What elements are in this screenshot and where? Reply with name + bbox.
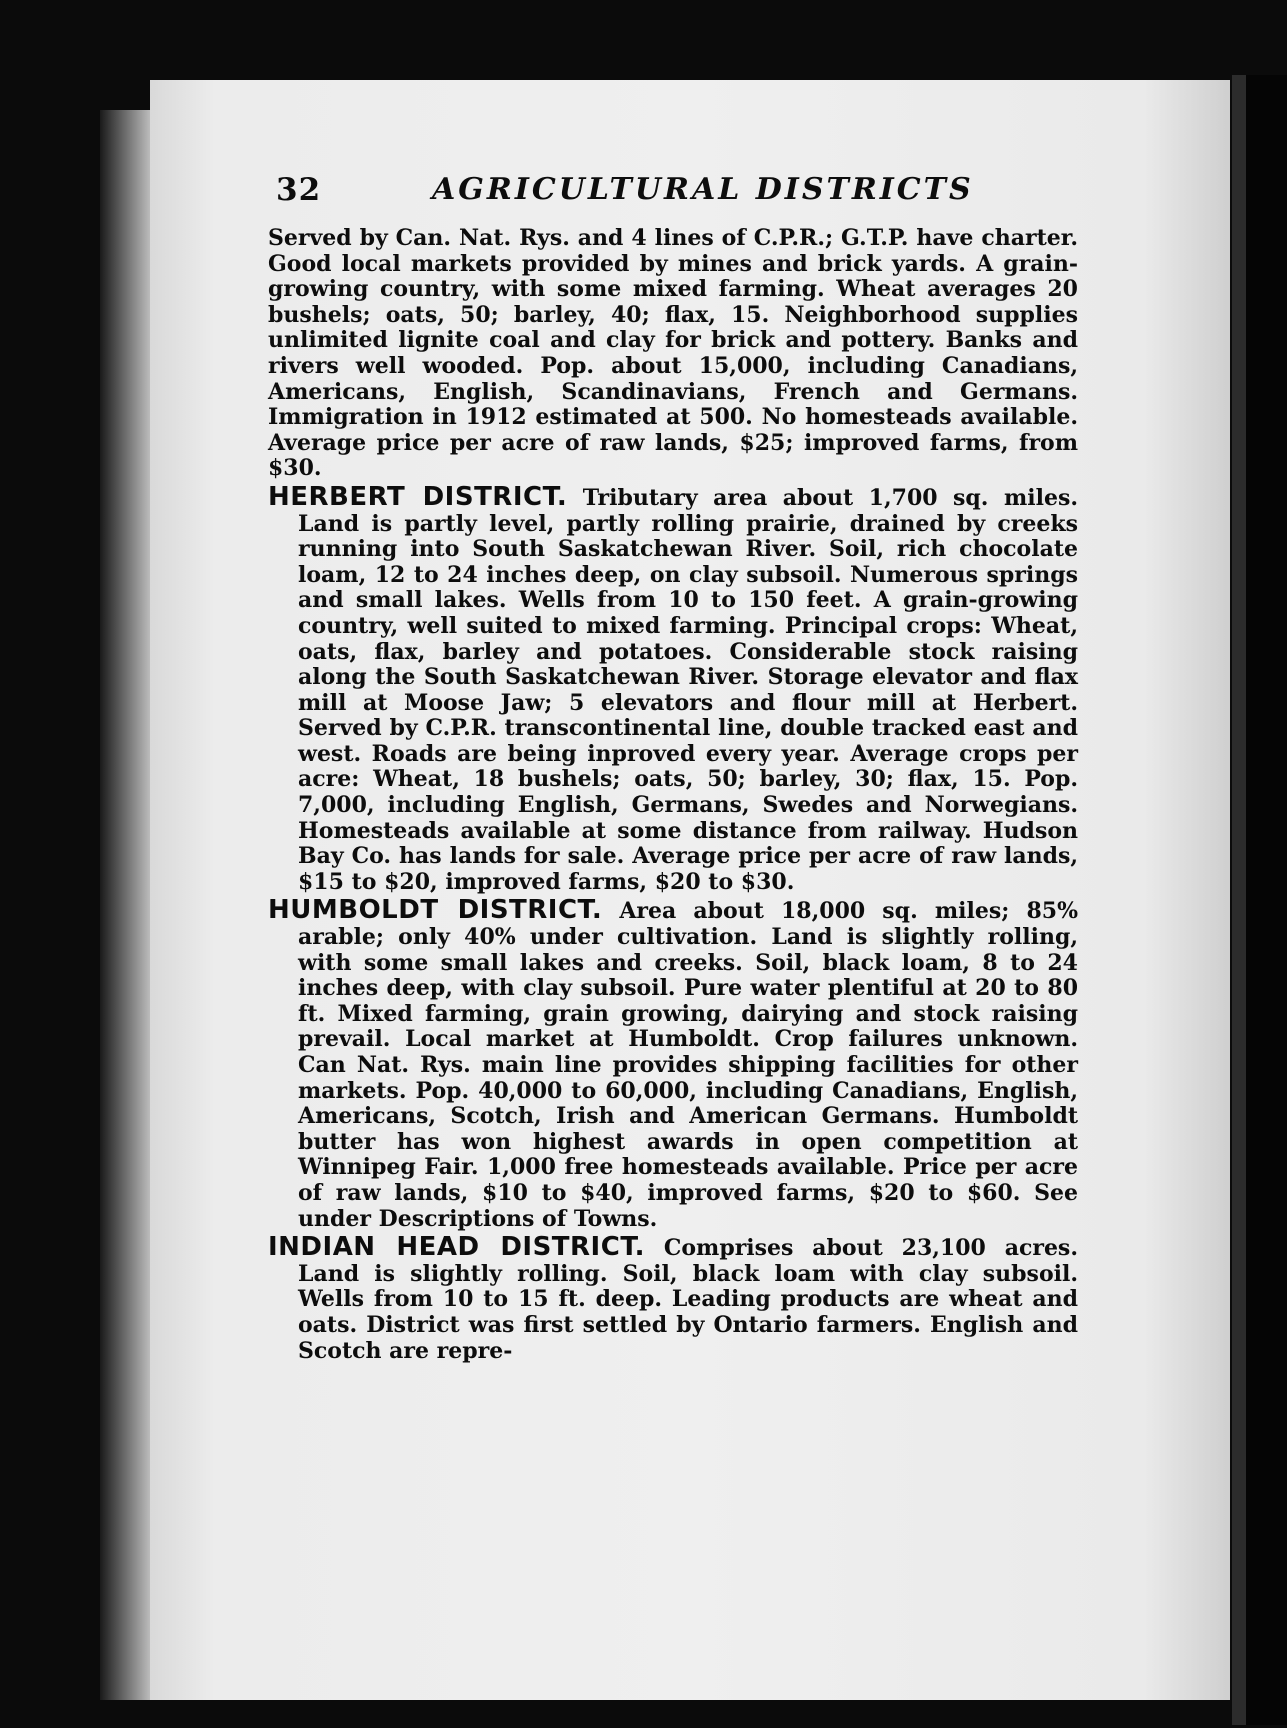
district-heading: HERBERT DISTRICT.	[268, 481, 568, 512]
page-number: 32	[276, 172, 322, 208]
district-entry-herbert	[268, 481, 1078, 896]
page-header	[276, 172, 996, 212]
district-heading: HUMBOLDT DISTRICT.	[268, 895, 603, 926]
paragraph-text: Area about 18,000 sq. miles; 85% arable; only 40% under cultivation. Land is slightly rolling, with some small lakes and creeks. Soil, black loam, 8 to 24 inches deep, with clay subsoil. Pure water plentiful at 20 to 80 ft. Mixed farming, grain growing, dairying and stock raising prevail. Local market at Humboldt. Crop failures unknown. Can Nat. Rys. main line provides shipping facilities for other markets. Pop. 40,000 to 60,000, including Canadians, English, Americans, Scotch, Irish and American Germans. Humboldt butter has won highest awards in open competition at Winnipeg Fair. 1,000 free homesteads available. Price per acre of raw lands, $10 to $40, improved farms, $20 to $60. See under Descriptions of Towns.	[298, 898, 1078, 1232]
continued-paragraph	[268, 226, 1078, 482]
paragraph-text: Served by Can. Nat. Rys. and 4 lines of C.P.R.; G.T.P. have charter. Good local markets provided by mines and brick yards. A grain-growing country, with some mixed farming. Wheat averages 20 bushels; oats, 50; barley, 40; flax, 15. Neighborhood supplies unlimited lignite coal and clay for brick and pottery. Banks and rivers well wooded. Pop. about 15,000, including Canadians, Americans, English, Scandinavians, French and Germans. Immigration in 1912 estimated at 500. No homesteads available. Average price per acre of raw lands, $25; improved farms, from $30.	[268, 225, 1078, 482]
paragraph-text: Tributary area about 1,700 sq. miles. Land is partly level, partly rolling prairie, drained by creeks running into South Saskatchewan River. Soil, rich chocolate loam, 12 to 24 inches deep, on clay subsoil. Numerous springs and small lakes. Wells from 10 to 150 feet. A grain-growing country, well suited to mixed farming. Principal crops: Wheat, oats, flax, barley and potatoes. Considerable stock raising along the South Saskatchewan River. Storage elevator and flax mill at Moose Jaw; 5 elevators and flour mill at Herbert. Served by C.P.R. transcontinental line, double tracked east and west. Roads are being inproved every year. Average crops per acre: Wheat, 18 bushels; oats, 50; barley, 30; flax, 15. Pop. 7,000, including English, Germans, Swedes and Norwegians. Homesteads available at some distance from railway. Hudson Bay Co. has lands for sale. Average price per acre of raw lands, $15 to $20, improved farms, $20 to $30.	[298, 484, 1078, 895]
district-entry-indian-head	[268, 1232, 1078, 1364]
book-edge-dark	[1232, 75, 1287, 1725]
page-body	[268, 226, 1078, 1367]
book-page	[150, 80, 1230, 1700]
paragraph-text: Comprises about 23,100 acres. Land is slightly rolling. Soil, black loam with clay subsoil. Wells from 10 to 15 ft. deep. Leading products are wheat and oats. District was first settled by Ontario farmers. English and Scotch are repre-	[298, 1235, 1078, 1364]
running-title: AGRICULTURAL DISTRICTS	[432, 172, 974, 207]
district-heading: INDIAN HEAD DISTRICT.	[268, 1232, 645, 1263]
district-entry-humboldt	[268, 895, 1078, 1232]
